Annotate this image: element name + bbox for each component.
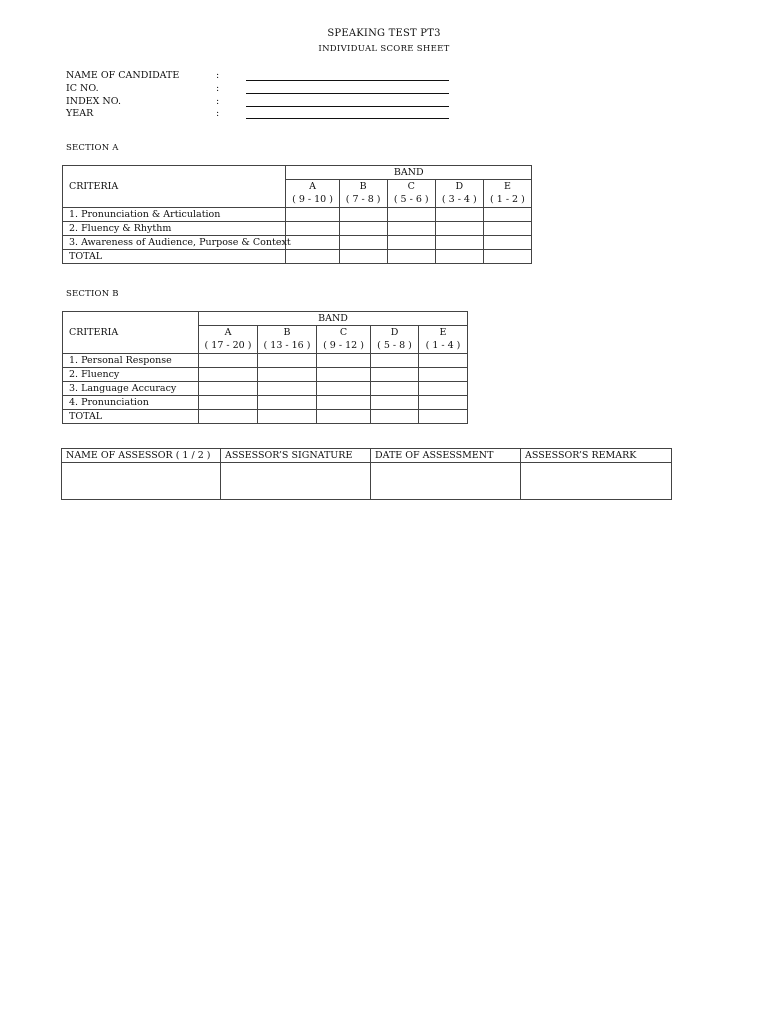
assessment-date-cell[interactable] [371,463,521,500]
criteria-label: 3. Awareness of Audience, Purpose & Context [63,236,286,250]
grade-range: ( 13 - 16 ) [263,340,311,351]
table-row [63,222,532,236]
section-b-label: SECTION B [66,289,119,299]
table-row [63,354,468,368]
score-cell[interactable] [435,208,483,222]
criteria-label: 3. Language Accuracy [63,382,199,396]
score-cell[interactable] [286,222,339,236]
grade-d-header [435,180,483,208]
score-cell[interactable] [483,208,531,222]
score-cell[interactable] [199,354,258,368]
score-cell[interactable] [317,368,371,382]
criteria-label: 2. Fluency & Rhythm [63,222,286,236]
index-no-label: INDEX NO. [66,96,121,107]
grade-letter: A [309,181,316,192]
score-cell[interactable] [419,396,468,410]
grade-range: ( 5 - 8 ) [377,340,412,351]
grade-range: ( 9 - 12 ) [323,340,364,351]
score-cell[interactable] [371,354,419,368]
grade-range: ( 17 - 20 ) [204,340,252,351]
grade-a-header [286,180,339,208]
year-row [66,108,456,120]
table-row [63,368,468,382]
assessment-date-header: DATE OF ASSESSMENT [371,449,521,463]
score-cell[interactable] [419,368,468,382]
grade-letter: D [455,181,464,192]
assessor-signature-cell[interactable] [221,463,371,500]
score-cell[interactable] [199,368,258,382]
score-cell[interactable] [339,236,387,250]
score-cell[interactable] [419,382,468,396]
table-row [63,236,532,250]
grade-letter: C [407,181,415,192]
criteria-label: 2. Fluency [63,368,199,382]
grade-letter: E [503,181,511,192]
grade-range: ( 1 - 2 ) [490,194,525,205]
score-cell[interactable] [435,222,483,236]
section-b-table [62,311,468,424]
criteria-label: 4. Pronunciation [63,396,199,410]
grade-letter: B [359,181,367,192]
page-subtitle: INDIVIDUAL SCORE SHEET [318,44,450,54]
field-colon: : [216,108,220,119]
score-cell[interactable] [371,410,419,424]
grade-letter: A [224,327,232,338]
score-cell[interactable] [317,382,371,396]
table-row [63,396,468,410]
score-cell[interactable] [387,236,435,250]
index-no-field[interactable] [246,106,449,107]
score-cell[interactable] [286,208,339,222]
ic-no-label: IC NO. [66,83,99,94]
score-cell[interactable] [435,250,483,264]
year-field[interactable] [246,118,449,119]
assessor-remark-cell[interactable] [521,463,672,500]
score-cell[interactable] [339,250,387,264]
score-cell[interactable] [258,368,317,382]
grade-e-header [419,326,468,354]
score-cell[interactable] [199,382,258,396]
grade-range: ( 1 - 4 ) [425,340,461,351]
candidate-name-label: NAME OF CANDIDATE [66,70,180,81]
candidate-name-field[interactable] [246,80,449,81]
grade-range: ( 7 - 8 ) [345,194,381,205]
score-cell[interactable] [258,382,317,396]
table-row [63,410,468,424]
ic-no-row [66,83,456,95]
band-header: BAND [199,312,468,326]
total-label: TOTAL [63,250,286,264]
band-header: BAND [286,166,532,180]
index-no-row [66,96,456,108]
candidate-name-row [66,70,456,82]
ic-no-field[interactable] [246,93,449,94]
table-row [63,208,532,222]
grade-c-header [387,180,435,208]
score-cell[interactable] [317,410,371,424]
score-cell[interactable] [387,208,435,222]
score-cell[interactable] [199,396,258,410]
score-cell[interactable] [419,354,468,368]
grade-b-header [258,326,317,354]
criteria-header: CRITERIA [63,166,286,208]
criteria-header: CRITERIA [63,312,199,354]
section-a-label: SECTION A [66,143,119,153]
field-colon: : [216,96,220,107]
score-cell[interactable] [258,354,317,368]
grade-letter: E [439,327,447,338]
assessor-name-header: NAME OF ASSESSOR ( 1 / 2 ) [62,449,221,463]
field-colon: : [216,83,220,94]
grade-range: ( 9 - 10 ) [292,194,333,205]
score-cell[interactable] [317,396,371,410]
grade-letter: B [283,327,291,338]
grade-range: ( 5 - 6 ) [393,194,429,205]
score-cell[interactable] [258,410,317,424]
score-cell[interactable] [483,222,531,236]
score-cell[interactable] [371,396,419,410]
score-cell[interactable] [483,250,531,264]
score-cell[interactable] [483,236,531,250]
assessor-remark-header: ASSESSOR’S REMARK [521,449,672,463]
score-cell[interactable] [286,236,339,250]
criteria-label: 1. Personal Response [63,354,199,368]
year-label: YEAR [66,108,94,119]
assessor-signature-header: ASSESSOR’S SIGNATURE [221,449,371,463]
score-cell[interactable] [419,410,468,424]
grade-c-header [317,326,371,354]
grade-e-header [483,180,531,208]
grade-d-header [371,326,419,354]
grade-letter: C [339,327,348,338]
grade-range: ( 3 - 4 ) [441,194,477,205]
score-cell[interactable] [258,396,317,410]
assessor-name-cell[interactable] [62,463,221,500]
score-cell[interactable] [387,222,435,236]
score-cell[interactable] [371,382,419,396]
table-row [63,250,532,264]
grade-letter: D [390,327,399,338]
table-row [62,463,672,500]
section-a-table [62,165,532,264]
score-cell[interactable] [286,250,339,264]
score-cell[interactable] [199,410,258,424]
score-cell[interactable] [317,354,371,368]
grade-b-header [339,180,387,208]
score-cell[interactable] [387,250,435,264]
total-label: TOTAL [63,410,199,424]
criteria-label: 1. Pronunciation & Articulation [63,208,286,222]
table-row [63,382,468,396]
score-cell[interactable] [435,236,483,250]
score-cell[interactable] [339,208,387,222]
page-title: SPEAKING TEST PT3 [327,28,441,39]
score-cell[interactable] [371,368,419,382]
assessor-table [61,448,672,500]
grade-a-header [199,326,258,354]
score-cell[interactable] [339,222,387,236]
field-colon: : [216,70,220,81]
